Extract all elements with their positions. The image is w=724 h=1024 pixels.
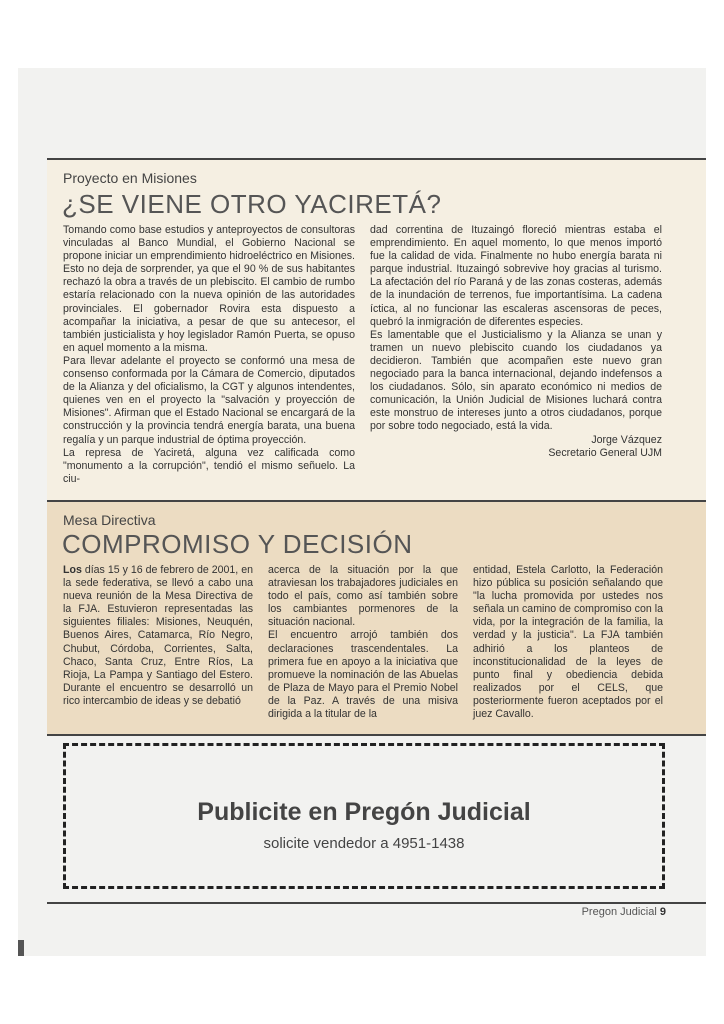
article2-paragraph: El encuentro arrojó también dos declaraciones trascendentales. La primera fue en apoyo a la iniciativa que promueve la nominación de las Abuelas de Plaza de Mayo para el Premio Nobel de la Paz. A través de una misiva dirigida a la titular de la [268,629,458,721]
article2-headline: COMPROMISO Y DECISIÓN [62,529,413,559]
article2-paragraph: entidad, Estela Carlotto, la Federación hizo pública su posición señalando que "la lucha promovida por ustedes nos señala un camino de compromiso con la vida, por la integración de la familia, la verdad y la justicia". La FJA también adhirió a los planteos de inconstitucionalidad de la leyes de punto final y obediencia debida realizados por el CELS, que posteriormente fueron aceptados por el juez Cavallo. [473,564,663,721]
article1-kicker: Proyecto en Misiones [63,170,197,186]
article1-column-1 [63,224,355,486]
article1-paragraph: La represa de Yaciretá, alguna vez calificada como "monumento a la corrupción", tendió el mismo señuelo. La ciu- [63,446,355,485]
signature-name: Jorge Vázquez [591,433,662,446]
lower-rule [47,734,706,736]
article2-column-3 [473,564,663,721]
advertisement-box [63,743,665,889]
article1-paragraph: Es lamentable que el Justicialismo y la Alianza se unan y tramen un nuevo plebiscito cuando los ciudadanos ya decidieron. También que acompañen este nuevo gran negociado para la banca internacional, dejando indefensos a los ciudadanos. Sólo, sin aparato económico ni medios de comunicación, la Unión Judicial de Misiones luchará contra este monstruo de intereses junto a otros ciudadanos, porque por sobre todo negociado, está la vida. [370,328,662,433]
article2-column-2 [268,564,458,721]
article1-column-2 [370,224,662,460]
article1-paragraph: dad correntina de Ituzaingó floreció mientras estaba el emprendimiento. En aquel momento, lo que menos importó fue la calidad de vida. Finalmente no hubo energía barata ni parque industrial. Ituzaingó sobrevive hoy gracias al turismo. La afectación del río Paraná y de las zonas costeras, además de la inundación de terrenos, fue importantísima. La cadena íctica, al no funcionar las escaleras ascensoras de peces, quebró la inmigración de diferentes especies. [370,224,662,328]
article2-text: días 15 y 16 de febrero de 2001, en la sede federativa, se llevó a cabo una nueva reunión de la Mesa Directiva de la FJA. Estuvieron representadas las siguientes filiales: Misiones, Neuquén, Buenos Aires, Catamarca, Río Negro, Chubut, Córdoba, Corrientes, Salta, Chaco, Santa Cruz, Entre Ríos, La Rioja, La Pampa y Santiago del Estero. Durante el encuentro se desarrolló un rico intercambio de ideas y se debatió [63,564,253,707]
article1-headline: ¿SE VIENE OTRO YACIRETÁ? [62,189,442,219]
article2-column-1 [63,564,253,708]
page-number: 9 [659,906,666,918]
bottom-rule [47,902,706,904]
article2-paragraph: acerca de la situación por la que atraviesan los trabajadores judiciales en todo el país, como así también sobre los cambiantes pormenores de la situación nacional. [268,564,458,629]
advertisement-title: Publicite en Pregón Judicial [197,798,531,826]
scan-edge-mark [18,940,24,956]
article1-paragraph: Tomando como base estudios y anteproyectos de consultoras vinculadas al Banco Mundial, el Gobierno Nacional se propone iniciar un emprendimiento hidroeléctrico en Misiones. Esto no deja de sorprender, ya que el 90 % de sus habitantes rechazó la obra a través de un plebiscito. El cambio de rumbo estaría relacionado con la nueva opinión de las autoridades provinciales. El gobernador Rovira esta dispuesto a acompañar la iniciativa, a pesar de que su antecesor, el también justicialista y hoy legislador Ramón Puerta, se opuso en aquel momento a la misma. [63,224,355,354]
article1-paragraph: Para llevar adelante el proyecto se conformó una mesa de consenso conformada por la Cámara de Comercio, diputados de la Alianza y del oficialismo, la CGT y algunos intendentes, quienes ven en el proyecto la "salvación y proyección de Misiones". Afirman que el Estado Nacional se encargará de la construcción y la provincia tendrá energía barata, una buena regalía y un parque industrial de óptima proyección. [63,354,355,446]
publication-name: Pregon Judicial [581,906,657,918]
article2-kicker: Mesa Directiva [63,512,156,528]
advertisement-subtitle: solicite vendedor a 4951-1438 [263,835,465,852]
page-footer [582,906,666,918]
article2-paragraph [63,564,253,708]
signature-role: Secretario General UJM [548,446,662,459]
lead-word: Los [63,564,82,576]
